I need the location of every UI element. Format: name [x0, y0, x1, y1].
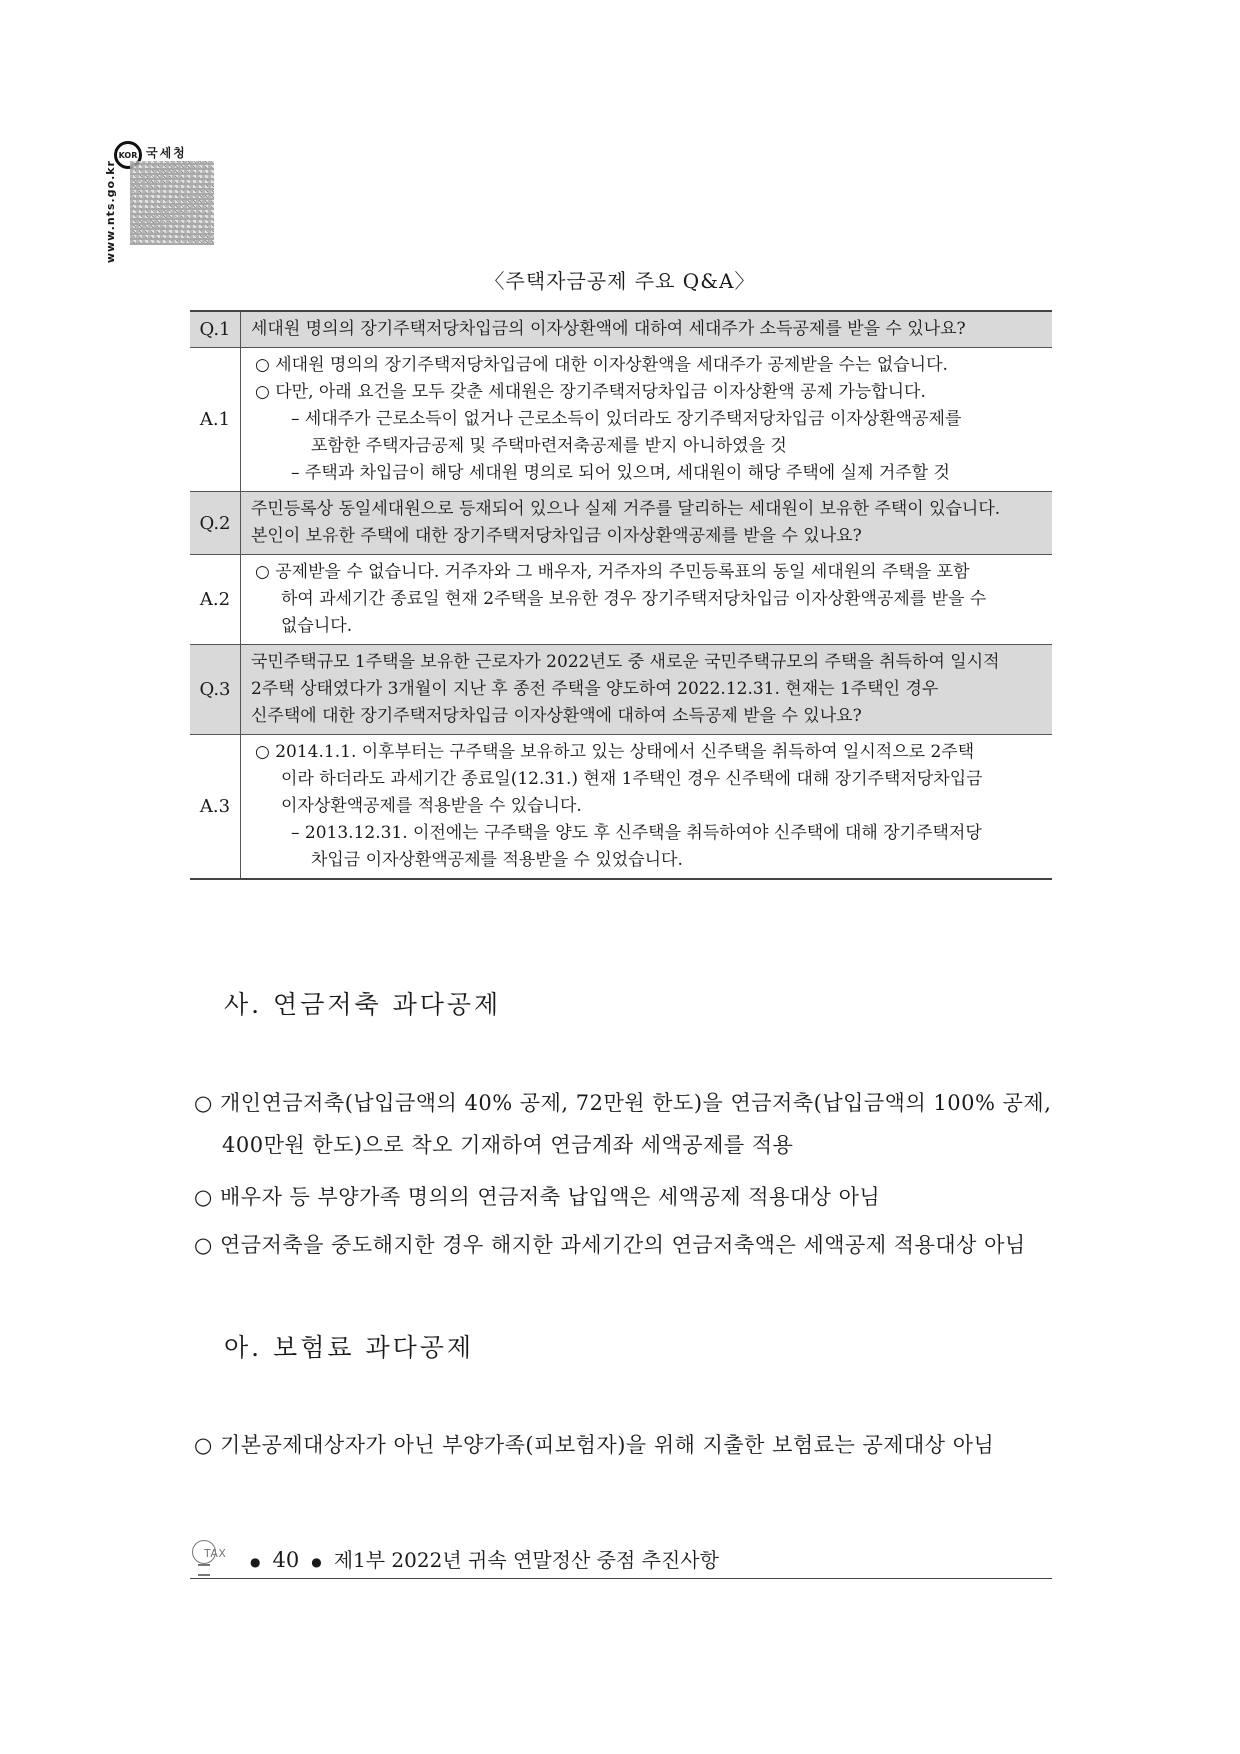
pension-item-2-line1: ○ 배우자 등 부양가족 명의의 연금저축 납입액은 세액공제 적용대상 아님: [194, 1185, 881, 1209]
question-line: 세대원 명의의 장기주택저당차입금의 이자상환액에 대하여 세대주가 소득공제를 받을 수 있나요?: [251, 319, 966, 339]
pension-item-2: [194, 1176, 1064, 1218]
pension-item-1-line2: 400만원 한도)으로 착오 기재하여 연금계좌 세액공제를 적용: [222, 1133, 794, 1157]
pension-item-1-line1: ○ 개인연금저축(납입금액의 40% 공제, 72만원 한도)을 연금저축(납입금액의 100% 공제,: [194, 1091, 1052, 1115]
pension-item-1: [194, 1082, 1064, 1166]
answer-label: A.3: [190, 735, 241, 880]
question-line: 2주택 상태였다가 3개월이 지난 후 종전 주택을 양도하여 2022.12.31. 현재는 1주택인 경우: [251, 679, 939, 699]
tax-lightbulb-icon: [190, 1540, 234, 1574]
question-line: 국민주택규모 1주택을 보유한 근로자가 2022년도 중 새로운 국민주택규모의 주택을 취득하여 일시적: [251, 652, 1000, 672]
answer-line: 이라 하더라도 과세기간 종료일(12.31.) 현재 1주택인 경우 신주택에 대해 장기주택저당차입금: [281, 769, 983, 789]
question-line: 신주택에 대한 장기주택저당차입금 이자상환액에 대하여 소득공제 받을 수 있나요?: [251, 706, 862, 726]
answer-line: – 세대주가 근로소득이 없거나 근로소득이 있더라도 장기주택저당차입금 이자상환액공제를: [291, 409, 962, 429]
section-heading-pension: 사. 연금저축 과다공제: [224, 990, 502, 1019]
question-line: 본인이 보유한 주택에 대한 장기주택저당차입금 이자상환액공제를 받을 수 있나요?: [251, 526, 862, 546]
tax-icon-text: TAX: [204, 1547, 227, 1560]
question-row: [190, 492, 1052, 555]
answer-line: 없습니다.: [281, 616, 353, 636]
page-number: 40: [272, 1548, 300, 1572]
kor-badge-icon: KOR: [114, 141, 142, 169]
answer-text: [241, 555, 1053, 645]
pension-item-3-line1: ○ 연금저축을 중도해지한 경우 해지한 과세기간의 연금저축액은 세액공제 적용대상 아님: [194, 1233, 1026, 1257]
pension-item-3: [194, 1224, 1064, 1266]
question-row: [190, 311, 1052, 348]
answer-line: 차입금 이자상환액공제를 적용받을 수 있었습니다.: [311, 850, 683, 870]
answer-line: 하여 과세기간 종료일 현재 2주택을 보유한 경우 장기주택저당차입금 이자상환액공제를 받을 수: [281, 589, 987, 609]
answer-text: [241, 735, 1053, 880]
answer-line: 이자상환액공제를 적용받을 수 있습니다.: [281, 796, 582, 816]
question-line: 주민등록상 동일세대원으로 등재되어 있으나 실제 거주를 달리하는 세대원이 보유한 주택이 있습니다.: [251, 499, 1001, 519]
qr-code-icon: [130, 161, 214, 245]
answer-row: [190, 348, 1052, 492]
answer-row: [190, 735, 1052, 880]
logo-url: www.nts.go.kr: [104, 160, 117, 264]
answer-row: [190, 555, 1052, 645]
question-text: [241, 311, 1053, 348]
question-label: Q.1: [190, 311, 241, 348]
answer-line: 포함한 주택자금공제 및 주택마련저축공제를 받지 아니하였을 것: [311, 436, 787, 456]
question-row: [190, 645, 1052, 735]
answer-line: ○ 다만, 아래 요건을 모두 갖춘 세대원은 장기주택저당차입금 이자상환액 공제 가능합니다.: [255, 382, 926, 402]
insurance-item-1: [194, 1424, 1064, 1466]
answer-label: A.2: [190, 555, 241, 645]
question-text: [241, 492, 1053, 555]
table-title: 〈주택자금공제 주요 Q&A〉: [484, 269, 756, 293]
answer-line: – 주택과 차입금이 해당 세대원 명의로 되어 있으며, 세대원이 해당 주택에 실제 거주할 것: [291, 463, 950, 483]
qa-table: [190, 310, 1052, 880]
answer-line: ○ 2014.1.1. 이후부터는 구주택을 보유하고 있는 상태에서 신주택을 취득하여 일시적으로 2주택: [255, 742, 975, 762]
answer-line: ○ 공제받을 수 없습니다. 거주자와 그 배우자, 거주자의 주민등록표의 동일 세대원의 주택을 포함: [255, 562, 970, 582]
question-label: Q.3: [190, 645, 241, 735]
footer-text: ● 40 ● 제1부 2022년 귀속 연말정산 중점 추진사항: [250, 1548, 719, 1572]
logo-name: 국세청: [146, 146, 187, 160]
page-footer: [190, 1538, 1052, 1579]
answer-label: A.1: [190, 348, 241, 492]
question-text: [241, 645, 1053, 735]
answer-line: – 2013.12.31. 이전에는 구주택을 양도 후 신주택을 취득하여야 신주택에 대해 장기주택저당: [291, 823, 982, 843]
insurance-item-1-line1: ○ 기본공제대상자가 아닌 부양가족(피보험자)을 위해 지출한 보험료는 공제대상 아님: [194, 1433, 995, 1457]
section-heading-insurance: 아. 보험료 과다공제: [224, 1333, 475, 1362]
answer-line: ○ 세대원 명의의 장기주택저당차입금에 대한 이자상환액을 세대주가 공제받을 수는 없습니다.: [255, 355, 948, 375]
question-label: Q.2: [190, 492, 241, 555]
answer-text: [241, 348, 1053, 492]
footer-title: 제1부 2022년 귀속 연말정산 중점 추진사항: [333, 1548, 719, 1572]
